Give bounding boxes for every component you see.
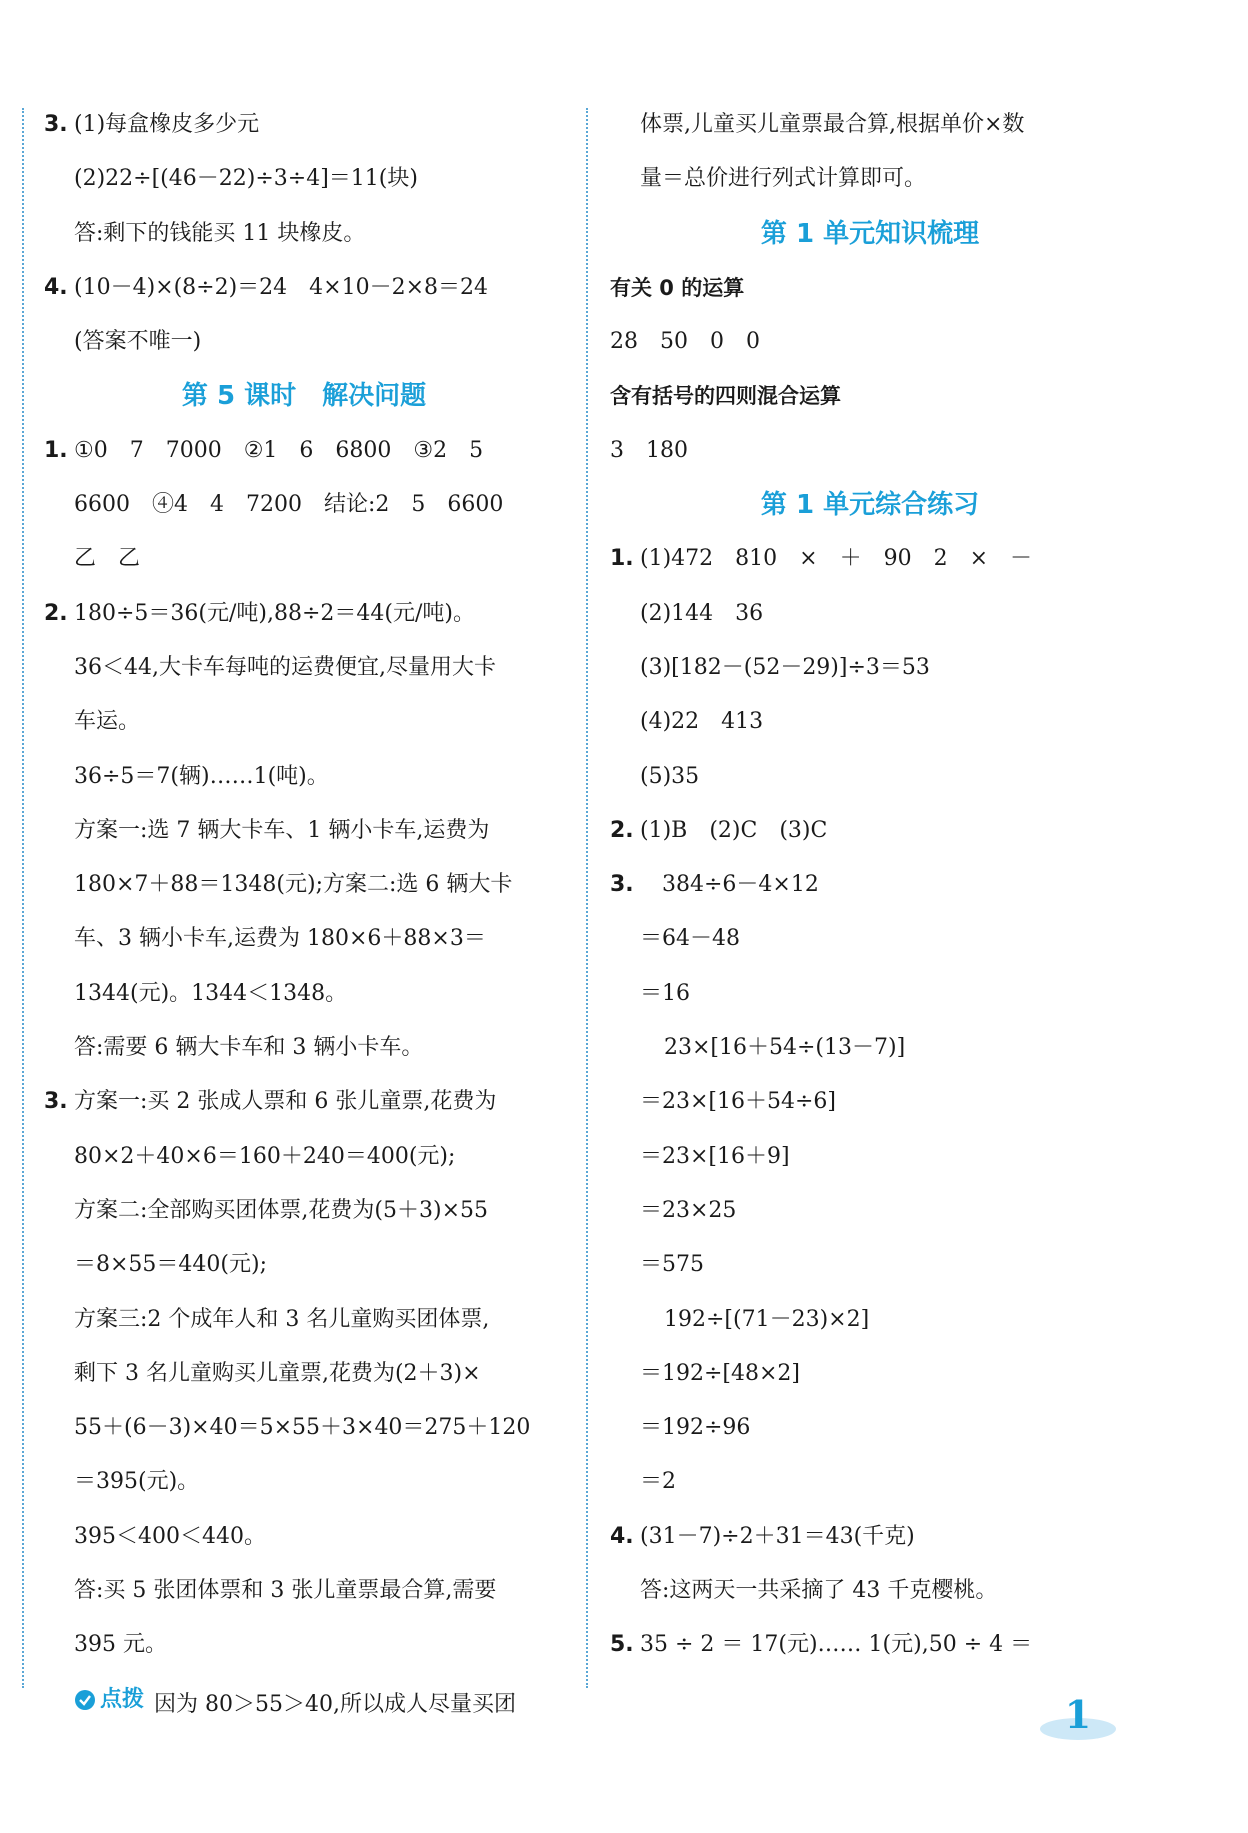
question-number: 2. <box>610 817 634 843</box>
answer-text: ＝2 <box>640 1469 676 1495</box>
answer-text: 384÷6－4×12 <box>640 872 819 898</box>
answer-text: ＝192÷96 <box>640 1415 751 1441</box>
answer-text: 方案三:2 个成年人和 3 名儿童购买团体票, <box>74 1306 490 1332</box>
answer-line <box>44 912 564 966</box>
answer-line <box>44 587 564 641</box>
answer-line <box>44 695 564 749</box>
topic-heading: 含有括号的四则混合运算 <box>610 384 841 409</box>
answer-line <box>44 207 564 261</box>
answer-text: 80×2＋40×6＝160＋240＝400(元); <box>74 1143 456 1169</box>
page-number: 1 <box>1064 1692 1092 1737</box>
answer-line <box>610 1238 1130 1292</box>
answer-text: ＝64－48 <box>640 926 740 952</box>
lightbulb-icon <box>74 1689 96 1711</box>
left-margin-rule <box>22 108 24 1688</box>
answer-line <box>610 695 1130 749</box>
answer-text: 剩下 3 名儿童购买儿童票,花费为(2＋3)× <box>74 1360 481 1386</box>
question-number: 2. <box>44 600 68 626</box>
answer-text: ＝395(元)。 <box>74 1469 200 1495</box>
answer-line <box>610 587 1130 641</box>
answer-line <box>44 532 564 586</box>
answer-line <box>610 1564 1130 1618</box>
answer-line <box>44 967 564 1021</box>
topic-heading: 有关 0 的运算 <box>610 275 745 300</box>
answer-line <box>610 1618 1130 1672</box>
answer-line <box>44 1238 564 1292</box>
answer-text: 3 180 <box>610 437 688 463</box>
answer-line <box>44 641 564 695</box>
answer-line <box>44 1564 564 1618</box>
answer-text: (3)[182－(52－29)]÷3＝53 <box>640 654 930 680</box>
answer-text: 答:需要 6 辆大卡车和 3 辆小卡车。 <box>74 1035 424 1061</box>
answer-line <box>610 1293 1130 1347</box>
answer-line <box>610 98 1130 152</box>
answer-text: 答:剩下的钱能买 11 块橡皮。 <box>74 220 366 246</box>
answer-line <box>610 152 1130 206</box>
tip-badge <box>74 1673 144 1727</box>
answer-line <box>610 967 1130 1021</box>
answer-line <box>610 912 1130 966</box>
answer-text: 180×7＋88＝1348(元);方案二:选 6 辆大卡 <box>74 872 513 898</box>
answer-line <box>44 1293 564 1347</box>
answer-text: 35 ÷ 2 ＝ 17(元)…… 1(元),50 ÷ 4 ＝ <box>640 1632 1033 1658</box>
answer-line <box>44 1021 564 1075</box>
question-number: 4. <box>610 1523 634 1549</box>
answer-text: (31－7)÷2＋31＝43(千克) <box>640 1523 915 1549</box>
answer-text: (1)每盒橡皮多少元 <box>74 112 260 137</box>
tip-text: 因为 80＞55＞40,所以成人尽量买团 <box>154 1691 516 1717</box>
answer-line <box>44 424 564 478</box>
section-title: 第 1 单元综合练习 <box>760 490 980 521</box>
answer-line <box>610 804 1130 858</box>
question-number: 3. <box>610 872 634 898</box>
answer-text: 量＝总价进行列式计算即可。 <box>640 166 927 192</box>
question-number: 3. <box>44 112 68 137</box>
answer-line <box>44 478 564 532</box>
answer-text: (5)35 <box>640 763 700 789</box>
answer-text: 方案二:全部购买团体票,花费为(5＋3)×55 <box>74 1197 488 1223</box>
answer-text: 180÷5＝36(元/吨),88÷2＝44(元/吨)。 <box>74 600 475 626</box>
answer-text: 6600 ④4 4 7200 结论:2 5 6600 <box>74 492 504 518</box>
answer-line <box>44 858 564 912</box>
answer-text: ＝575 <box>640 1252 704 1278</box>
answer-line <box>610 424 1130 478</box>
answer-text: 23×[16＋54÷(13－7)] <box>664 1035 906 1061</box>
answer-text: ＝16 <box>640 980 690 1006</box>
answer-text: ＝8×55＝440(元); <box>74 1252 267 1278</box>
column-divider <box>586 108 588 1688</box>
answer-line <box>610 750 1130 804</box>
answer-text: 1344(元)。1344＜1348。 <box>74 980 348 1006</box>
answer-text: 36＜44,大卡车每吨的运费便宜,尽量用大卡 <box>74 654 496 680</box>
question-number: 1. <box>44 437 68 463</box>
page-number-badge <box>1040 1692 1120 1742</box>
answer-text: 395 元。 <box>74 1632 167 1658</box>
answer-text: 体票,儿童买儿童票最合算,根据单价×数 <box>640 112 1025 137</box>
answer-line <box>44 261 564 315</box>
right-column <box>610 98 1130 1673</box>
tip-line <box>44 1673 564 1727</box>
answer-text: 方案一:买 2 张成人票和 6 张儿童票,花费为 <box>74 1089 497 1115</box>
answer-text: (1)B (2)C (3)C <box>640 817 828 843</box>
answer-text: (答案不唯一) <box>74 329 202 355</box>
answer-line <box>44 1347 564 1401</box>
answer-line <box>610 1401 1130 1455</box>
answer-line <box>44 804 564 858</box>
answer-text: (2)22÷[(46－22)÷3÷4]＝11(块) <box>74 166 418 192</box>
answer-text: (4)22 413 <box>640 709 764 735</box>
section-title: 第 5 课时 解决问题 <box>181 381 427 412</box>
tip-label: 点拨 <box>100 1686 145 1712</box>
answer-line <box>44 1075 564 1129</box>
answer-text: ＝23×[16＋9] <box>640 1143 790 1169</box>
answer-line <box>610 1075 1130 1129</box>
answer-text: 28 50 0 0 <box>610 329 760 355</box>
answer-text: 车、3 辆小卡车,运费为 180×6＋88×3＝ <box>74 926 486 952</box>
answer-line <box>610 1455 1130 1509</box>
answer-line <box>610 641 1130 695</box>
answer-text: ＝23×25 <box>640 1197 737 1223</box>
answer-text: (1)472 810 × ＋ 90 2 × － <box>640 546 1033 572</box>
answer-line <box>44 315 564 369</box>
answer-line <box>610 858 1130 912</box>
answer-line <box>44 152 564 206</box>
answer-text: 答:买 5 张团体票和 3 张儿童票最合算,需要 <box>74 1578 497 1604</box>
answer-line <box>610 1130 1130 1184</box>
answer-line <box>610 1347 1130 1401</box>
answer-line <box>610 1510 1130 1564</box>
question-number: 5. <box>610 1632 634 1658</box>
answer-line <box>44 1401 564 1455</box>
answer-line <box>44 98 564 152</box>
answer-text: ①0 7 7000 ②1 6 6800 ③2 5 <box>74 437 484 463</box>
answer-text: ＝23×[16＋54÷6] <box>640 1089 837 1115</box>
answer-text: 答:这两天一共采摘了 43 千克樱桃。 <box>640 1578 998 1604</box>
answer-text: 36÷5＝7(辆)……1(吨)。 <box>74 763 329 789</box>
question-number: 3. <box>44 1089 68 1115</box>
section-title: 第 1 单元知识梳理 <box>760 218 980 249</box>
answer-text: 车运。 <box>74 709 141 735</box>
answer-text: 乙 乙 <box>74 546 141 572</box>
answer-text: 方案一:选 7 辆大卡车、1 辆小卡车,运费为 <box>74 817 490 843</box>
answer-text: 192÷[(71－23)×2] <box>664 1306 870 1332</box>
answer-text: (2)144 36 <box>640 600 764 626</box>
answer-line <box>44 1455 564 1509</box>
question-number: 1. <box>610 546 634 572</box>
answer-line <box>610 1184 1130 1238</box>
left-column <box>44 98 564 1727</box>
answer-line <box>44 1184 564 1238</box>
answer-text: ＝192÷[48×2] <box>640 1360 801 1386</box>
question-number: 4. <box>44 274 68 300</box>
answer-line <box>610 532 1130 586</box>
answer-line <box>44 750 564 804</box>
answer-text: 55＋(6－3)×40＝5×55＋3×40＝275＋120 <box>74 1415 531 1441</box>
answer-line <box>610 1021 1130 1075</box>
answer-line <box>610 315 1130 369</box>
answer-line <box>44 1618 564 1672</box>
answer-line <box>44 1130 564 1184</box>
answer-line <box>44 1510 564 1564</box>
answer-text: (10－4)×(8÷2)＝24 4×10－2×8＝24 <box>74 274 489 300</box>
answer-text: 395＜400＜440。 <box>74 1523 266 1549</box>
